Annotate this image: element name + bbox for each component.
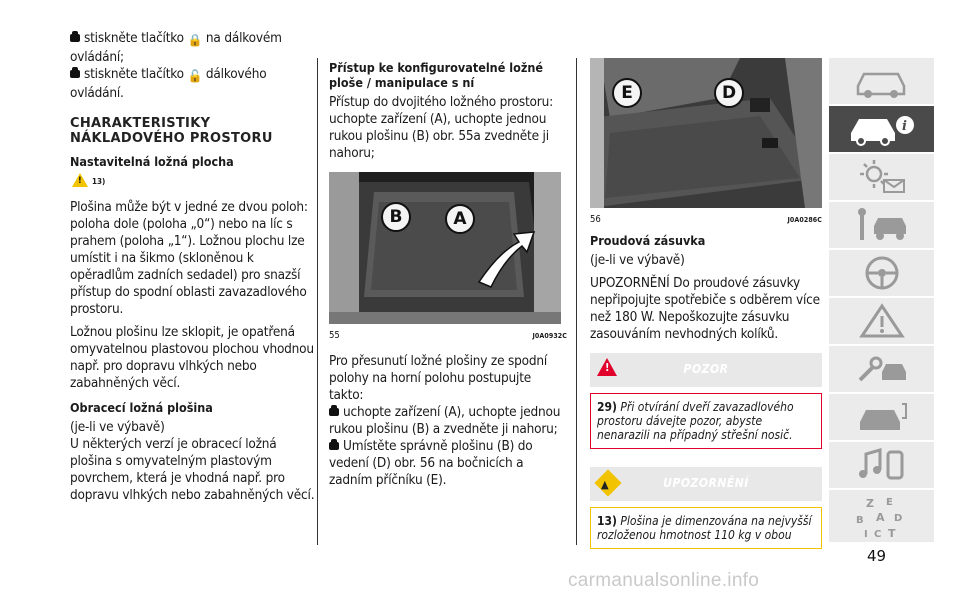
tab-tools[interactable]	[829, 202, 934, 248]
svg-text:i: i	[901, 119, 907, 134]
svg-text:C: C	[873, 529, 881, 539]
subheading-power-socket: Proudová zásuvka	[590, 233, 706, 248]
page-number: 49	[867, 547, 887, 565]
subheading-reversible-floor: Obracecí ložná plošina	[70, 400, 213, 415]
svg-text:T: T	[887, 527, 896, 539]
bullet-item: stiskněte tlačítko 🔒 na dálkovém ovládání;	[70, 30, 282, 65]
car-tools-icon	[852, 206, 912, 244]
figure-55-photo	[329, 172, 561, 324]
index-letters-icon	[852, 493, 912, 539]
paragraph: Pro přesunutí ložné plošiny ze spodní polohy na horní polohu postupujte takto:	[329, 353, 548, 403]
callout-d: D	[714, 78, 744, 108]
tab-index[interactable]	[829, 490, 934, 542]
svg-text:B: B	[855, 515, 864, 526]
car-dashboard-icon	[852, 64, 912, 98]
svg-text:A: A	[875, 511, 885, 524]
tab-specifications[interactable]	[829, 394, 934, 440]
paragraph: (je-li ve výbavě)	[70, 419, 165, 435]
bullet-item: uchopte zařízení (A), uchopte jednou rukou plošinu (B) a zvedněte ji nahoru;	[329, 404, 561, 437]
tab-driving[interactable]	[829, 250, 934, 296]
callout-e: E	[612, 78, 642, 108]
section-heading: CHARAKTERISTIKY NÁKLADOVÉHO PROSTORU	[70, 116, 273, 146]
column-right	[590, 30, 822, 549]
warning-reference: ! 13)	[70, 173, 316, 193]
subheading-access: Přístup ke konfigurovatelné ložné ploše / manipulace s ní	[329, 60, 543, 90]
warning-triangle-icon: !	[72, 173, 88, 187]
tab-dashboard[interactable]	[829, 58, 934, 104]
figure-caption: 56 J0A0286C	[590, 214, 822, 225]
paragraph: U některých verzí je obracecí ložná plošina s omyvatelným plastovým povrchem, která je vhodná např. pro dopravu vlhkých nebo zabahněných věcí.	[70, 436, 315, 503]
figure-caption: 55 J0A0932C	[329, 330, 567, 341]
svg-text:I: I	[863, 529, 868, 539]
column-divider	[317, 58, 318, 545]
callout-b: B	[381, 202, 411, 232]
column-left	[70, 30, 316, 504]
upozorneni-box: 13) Plošina je dimenzována na nejvyšší rozloženou hmotnost 110 kg v obou	[590, 507, 822, 549]
svg-text:E: E	[885, 497, 893, 508]
tab-multimedia[interactable]	[829, 442, 934, 488]
warning-triangle-sidebar-icon	[852, 302, 912, 340]
paragraph: UPOZORNĚNÍ Do proudové zásuvky nepřipojujte spotřebiče s odběrem více než 180 W. Nepoškozujte zásuvku zasouváním nevhodných kolíků.	[590, 275, 820, 342]
bullet-item: stiskněte tlačítko 🔓 dálkového ovládání.	[70, 66, 267, 101]
unlock-icon: 🔓	[187, 69, 203, 83]
paragraph: (je-li ve výbavě)	[590, 252, 685, 268]
svg-text:Z: Z	[865, 497, 874, 510]
steering-wheel-icon	[852, 254, 912, 292]
paragraph: Plošina může být v jedné ze dvou poloh: poloha dole (poloha „0“) nebo na líc s prahem (poloha „1“). Ložnou plochu lze umístit i na šikmo (skloněnou k opěradlům zadních sedadel) pro snazší přístup do spodní oblasti zavazadlového prostoru.	[70, 199, 308, 317]
car-bullet-icon	[329, 442, 339, 450]
tab-maintenance[interactable]	[829, 346, 934, 392]
car-bullet-icon	[70, 70, 80, 78]
car-specs-icon	[852, 398, 912, 436]
paragraph: Přístup do dvojitého ložného prostoru: uchopte zařízení (A), uchopte jednou rukou plošinu (B) obr. 55a zvedněte ji nahoru;	[329, 94, 553, 161]
car-caution-icon: ▲	[601, 478, 609, 491]
column-divider	[576, 58, 577, 545]
pozor-box: 29) Při otvírání dveří zavazadlového prostoru dávejte pozor, abyste nenarazili na případný střešní nosič.	[590, 393, 822, 449]
tab-emergency[interactable]	[829, 298, 934, 344]
car-bullet-icon	[329, 408, 339, 416]
car-info-icon	[847, 111, 917, 147]
car-bullet-icon	[70, 34, 80, 42]
column-middle	[329, 30, 567, 489]
pozor-header: ! POZOR	[590, 353, 822, 387]
figure-56-photo	[590, 58, 822, 208]
tab-car-info-active[interactable]	[829, 106, 934, 152]
upozorneni-header: ▲ UPOZORNĚNÍ	[590, 467, 822, 501]
callout-a: A	[445, 204, 475, 234]
bullet-item: Umístěte správně plošinu (B) do vedení (D) obr. 56 na bočnicích a zadním příčníku (E).	[329, 438, 533, 488]
music-phone-icon	[852, 446, 912, 484]
sun-weather-icon	[852, 158, 912, 196]
svg-text:D: D	[893, 513, 902, 524]
tab-weather[interactable]	[829, 154, 934, 200]
watermark-text: carmanualsonline.info	[568, 570, 760, 591]
paragraph: Ložnou plošinu lze sklopit, je opatřená omyvatelnou plastovou plochou vhodnou např. pro dopravu vlhkých nebo zabahněných věcí.	[70, 324, 314, 391]
wrench-car-icon	[852, 350, 912, 388]
subheading-adjustable-floor: Nastavitelná ložná plocha	[70, 154, 234, 169]
trunk-photo-55	[329, 172, 561, 324]
chapter-sidebar	[829, 58, 934, 542]
danger-triangle-icon: !	[597, 358, 617, 376]
lock-icon: 🔒	[187, 33, 203, 47]
